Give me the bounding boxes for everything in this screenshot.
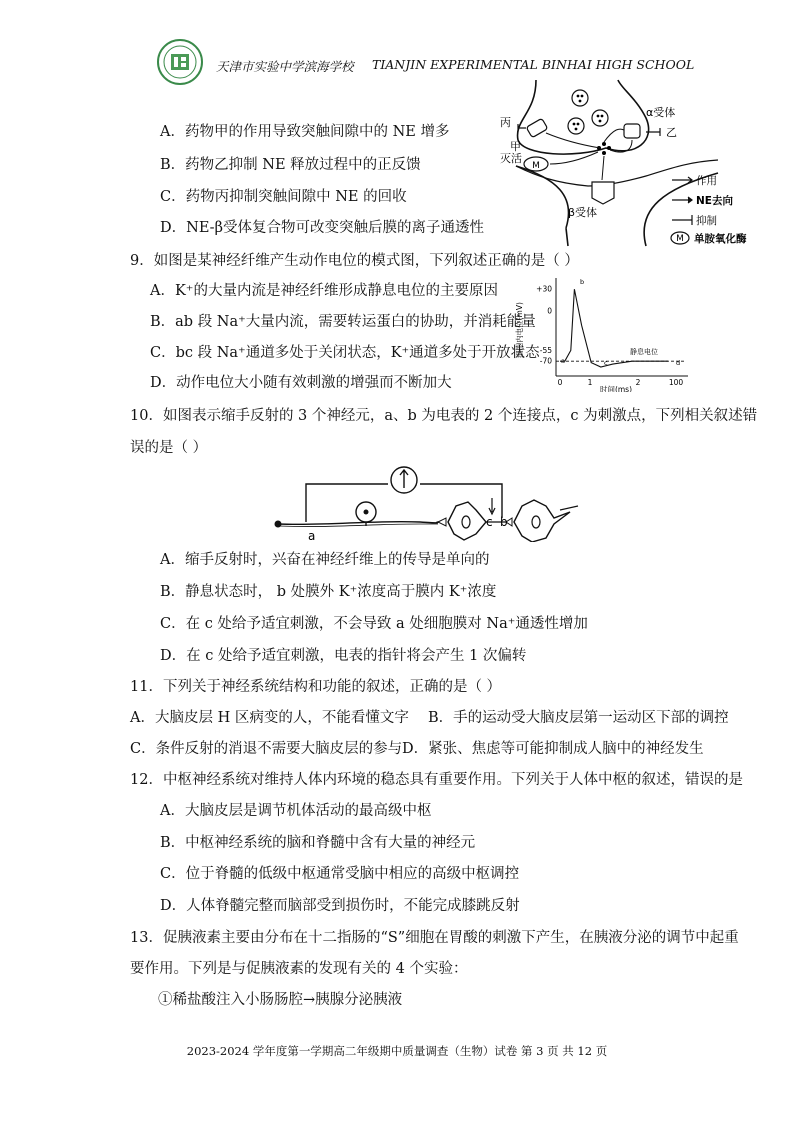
point-b-label: b	[500, 515, 508, 529]
q9-option-d: D．动作电位大小随有效刺激的增强而不断加大	[150, 375, 452, 391]
q12-option-d: D．人体脊髓完整而脑部受到损伤时，不能完成膝跳反射	[160, 898, 520, 914]
q11-option-b: B．手的运动受大脑皮层第一运动区下部的调控	[428, 710, 729, 726]
label-yi: 乙	[666, 126, 677, 139]
school-name-cn: 天津市实验中学滨海学校	[216, 59, 354, 74]
x-tick-label-0: 0	[557, 378, 563, 387]
point-label-d: d	[676, 359, 681, 367]
y-tick-label-2: -55	[539, 345, 552, 355]
q12-option-a: A．大脑皮层是调节机体活动的最高级中枢	[160, 803, 432, 819]
q9-stem: 9．如图是某神经纤维产生动作电位的模式图，下列叙述正确的是（ ）	[130, 253, 579, 269]
q11-option-c: C．条件反射的消退不需要大脑皮层的参与	[130, 741, 403, 757]
legend-effect: 作用	[696, 175, 717, 187]
x-tick-label-3: 100	[668, 378, 684, 387]
label-beta-receptor: β受体	[568, 206, 598, 219]
q12-option-c: C．位于脊髓的低级中枢通常受脑中相应的高级中枢调控	[160, 866, 520, 882]
point-label-a: a	[561, 357, 565, 365]
q9-option-c: C．bc 段 Na⁺通道多处于关闭状态，K⁺通道多处于开放状态	[150, 345, 540, 361]
q13-experiment-1: ①稀盐酸注入小肠肠腔→胰腺分泌胰液	[158, 992, 403, 1008]
x-tick-label-2: 2	[635, 378, 641, 387]
q12-option-b: B．中枢神经系统的脑和脊髓中含有大量的神经元	[160, 835, 476, 851]
action-potential-chart	[514, 272, 694, 392]
school-logo	[156, 38, 204, 86]
q8-option-d: D．NE-β受体复合物可改变突触后膜的离子通透性	[160, 220, 484, 236]
q10-stem-line2: 误的是（ ）	[130, 440, 208, 456]
q10-option-a: A．缩手反射时，兴奋在神经纤维上的传导是单向的	[160, 552, 490, 568]
q11-option-a: A．大脑皮层 H 区病变的人，不能看懂文字	[130, 710, 409, 726]
legend-inhibit: 抑制	[696, 215, 717, 227]
y-tick-label-3: -70	[539, 356, 552, 366]
page-footer: 2023-2024 学年度第一学期高二年级期中质量调查（生物）试卷 第 3 页 共 12 页	[186, 1044, 608, 1058]
school-name-en: TIANJIN EXPERIMENTAL BINHAI HIGH SCHOOL	[372, 57, 695, 72]
point-label-c: c	[604, 359, 608, 367]
synapse-diagram	[496, 78, 782, 248]
chart-xlabel: 时间(ms)	[599, 385, 633, 392]
y-tick-label-1: 0	[547, 306, 552, 316]
point-a-label: a	[308, 529, 316, 542]
chart-ylabel: 细胞内电位(mV)	[515, 302, 524, 358]
x-tick-label-1: 1	[587, 378, 593, 387]
q10-stem-line1: 10．如图表示缩手反射的 3 个神经元，a、b 为电表的 2 个连接点，c 为刺激点，下列相关叙述错	[130, 408, 758, 424]
q8-option-a: A．药物甲的作用导致突触间隙中的 NE 增多	[160, 124, 450, 140]
q11-option-d: D．紧张、焦虑等可能抑制成人脑中的神经发生	[402, 741, 704, 757]
q8-option-b: B．药物乙抑制 NE 释放过程中的正反馈	[160, 157, 421, 173]
point-c-label: c	[486, 515, 493, 529]
q9-option-a: A．K⁺的大量内流是神经纤维形成静息电位的主要原因	[150, 283, 498, 299]
legend-enzyme: 单胺氧化酶	[694, 233, 747, 245]
q10-option-b: B．静息状态时， b 处膜外 K⁺浓度高于膜内 K⁺浓度	[160, 584, 497, 600]
q10-option-c: C．在 c 处给予适宜刺激，不会导致 a 处细胞膜对 Na⁺通透性增加	[160, 616, 588, 632]
q13-stem-line1: 13．促胰液素主要由分布在十二指肠的“S”细胞在胃酸的刺激下产生，在胰液分泌的调节中起重	[130, 930, 739, 946]
y-tick-label-0: +30	[536, 284, 552, 294]
enzyme-symbol: M	[532, 161, 540, 171]
point-label-b: b	[580, 278, 585, 286]
resting-potential-annotation: 静息电位	[630, 348, 658, 356]
q13-stem-line2: 要作用。下列是与促胰液素的发现有关的 4 个实验：	[130, 961, 468, 977]
label-bing: 丙	[500, 116, 511, 129]
q12-stem: 12．中枢神经系统对维持人体内环境的稳态具有重要作用。下列关于人体中枢的叙述，错误的是	[130, 772, 743, 788]
label-miehuo: 灭活	[500, 152, 522, 165]
label-alpha-receptor: α受体	[646, 106, 676, 119]
q8-option-c: C．药物丙抑制突触间隙中 NE 的回收	[160, 189, 407, 205]
legend-enzyme-symbol: M	[676, 234, 684, 244]
q11-stem: 11．下列关于神经系统结构和功能的叙述，正确的是（ ）	[130, 679, 502, 695]
reflex-neuron-diagram	[270, 462, 580, 542]
legend-ne-direction: NE去向	[696, 195, 733, 207]
label-jia: 甲	[510, 140, 521, 153]
q10-option-d: D．在 c 处给予适宜刺激，电表的指针将会产生 1 次偏转	[160, 648, 527, 664]
q9-option-b: B．ab 段 Na⁺大量内流，需要转运蛋白的协助，并消耗能量	[150, 314, 536, 330]
